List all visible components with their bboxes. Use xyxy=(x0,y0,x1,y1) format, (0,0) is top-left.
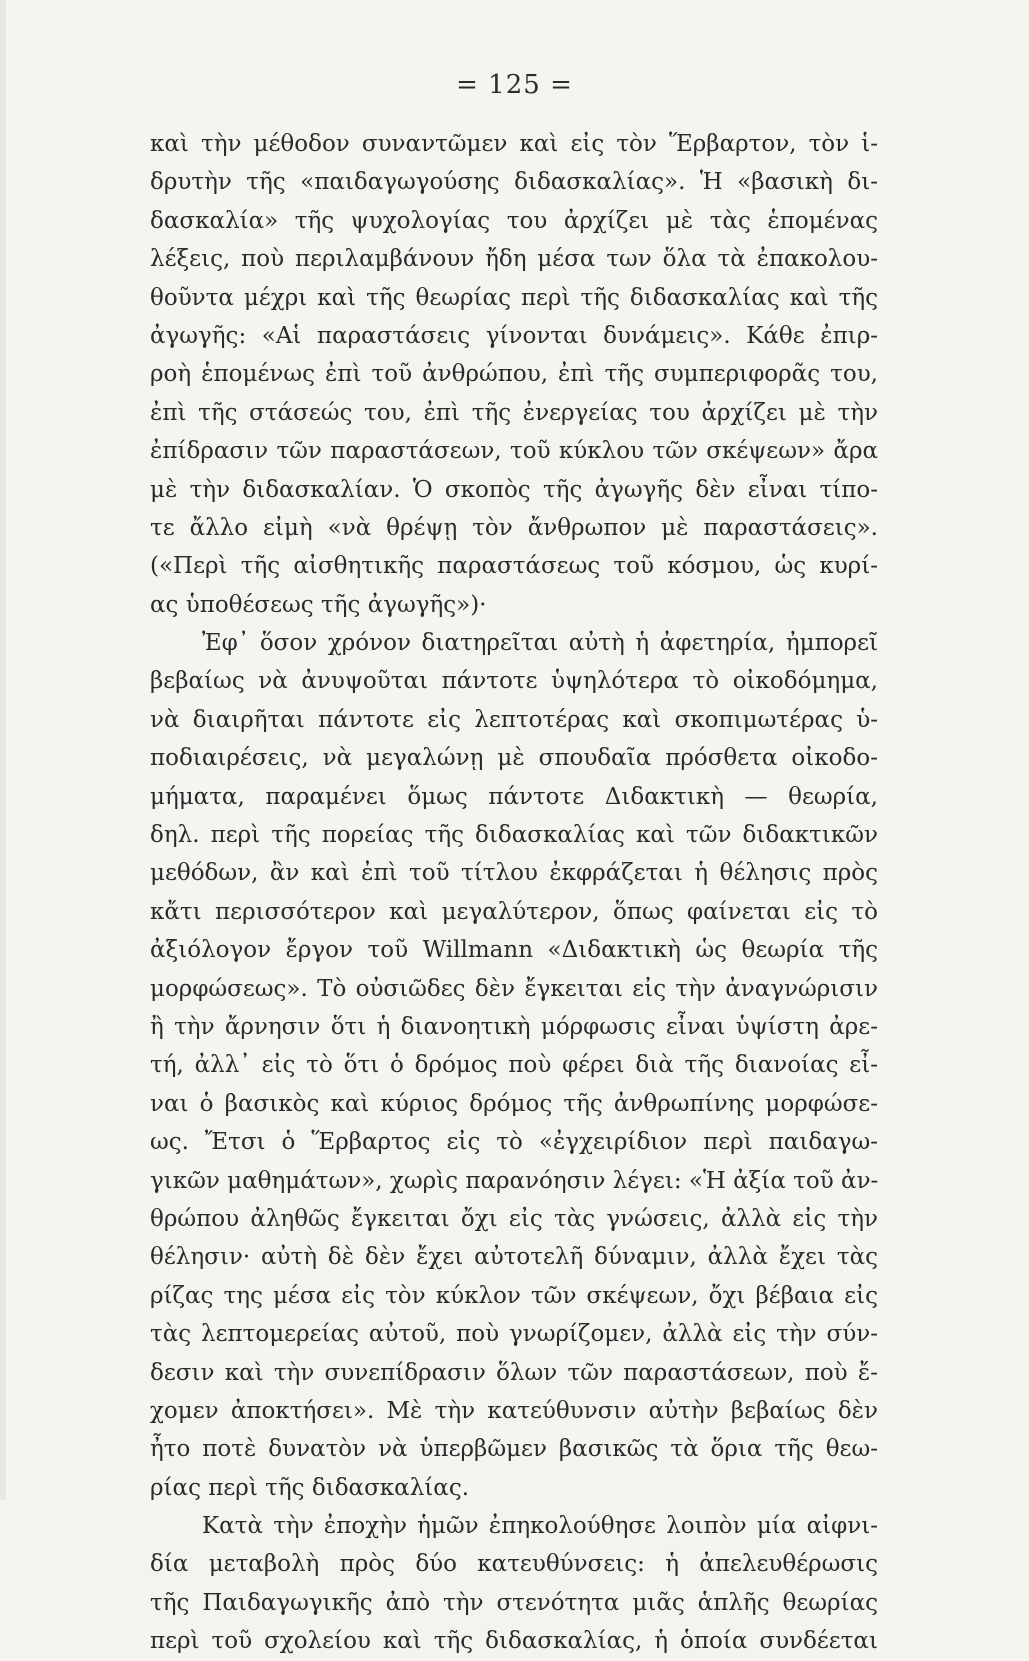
text-line: λέξεις, ποὺ περιλαμβάνουν ἤδη μέσα των ὅλα τὰ ἐπακολου- xyxy=(150,246,878,273)
text-line: δρυτὴν τῆς «παιδαγωγούσης διδασκαλίας». Ἡ «βασικὴ δι- xyxy=(150,169,878,196)
text-line: περὶ τοῦ σχολείου καὶ τῆς διδασκαλίας, ἡ ὁποία συνδέεται xyxy=(150,1628,878,1655)
text-line: καὶ τὴν μέθοδον συναντῶμεν καὶ εἰς τὸν Ἕρβαρτον, τὸν ἱ- xyxy=(150,131,878,157)
text-line: νὰ διαιρῆται πάντοτε εἰς λεπτοτέρας καὶ σκοπιμωτέρας ὑ- xyxy=(150,706,878,733)
page-edge xyxy=(0,0,6,1500)
text-line: («Περὶ τῆς αἰσθητικῆς παραστάσεως τοῦ κόσμου, ὡς κυρί- xyxy=(150,553,878,580)
text-line: ποδιαιρέσεις, νὰ μεγαλώνῃ μὲ σπουδαῖα πρόσθετα οἰκοδο- xyxy=(150,745,878,772)
text-line: κἄτι περισσότερον καὶ μεγαλύτερον, ὅπως φαίνεται εἰς τὸ xyxy=(150,898,878,925)
text-line: θοῦντα μέχρι καὶ τῆς θεωρίας περὶ τῆς διδασκαλίας καὶ τῆς xyxy=(150,284,878,311)
text-line: ἢ τὴν ἄρνησιν ὅτι ἡ διανοητικὴ μόρφωσις εἶναι ὑψίστη ἀρε- xyxy=(150,1013,878,1040)
page-number: = 125 = xyxy=(456,70,573,100)
text-line: τὰς λεπτομερείας αὐτοῦ, ποὺ γνωρίζομεν, ἀλλὰ εἰς τὴν σύν- xyxy=(150,1321,878,1348)
text-line: ἐπίδρασιν τῶν παραστάσεων, τοῦ κύκλου τῶν σκέψεων» ἄρα xyxy=(150,438,878,465)
text-line: μεθόδων, ἂν καὶ ἐπὶ τοῦ τίτλου ἐκφράζεται ἡ θέλησις πρὸς xyxy=(150,860,878,887)
text-line: ἐπὶ τῆς στάσεώς του, ἐπὶ τῆς ἐνεργείας του ἀρχίζει μὲ τὴν xyxy=(150,399,878,426)
text-line: ρίζας της μέσα εἰς τὸν κύκλον τῶν σκέψεων, ὄχι βέβαια εἰς xyxy=(150,1282,878,1309)
text-line: ρίας περὶ τῆς διδασκαλίας. xyxy=(150,1474,470,1501)
body-text xyxy=(150,125,878,1661)
text-line: τε ἄλλο εἰμὴ «νὰ θρέψῃ τὸν ἄνθρωπον μὲ παραστάσεις». xyxy=(150,514,878,541)
text-line: Κατὰ τὴν ἐποχὴν ἡμῶν ἐπηκολούθησε λοιπὸν μία αἰφνι- xyxy=(202,1513,878,1540)
text-line: ἦτο ποτὲ δυνατὸν νὰ ὑπερβῶμεν βασικῶς τὰ ὅρια τῆς θεω- xyxy=(150,1436,878,1463)
text-line: μήματα, παραμένει ὅμως πάντοτε Διδακτικὴ — θεωρία, xyxy=(150,783,878,810)
text-line: βεβαίως νὰ ἀνυψοῦται πάντοτε ὑψηλότερα τὸ οἰκοδόμημα, xyxy=(150,668,878,695)
text-line: ἀξιόλογον ἔργον τοῦ Willmann «Διδακτικὴ ὡς θεωρία τῆς xyxy=(150,937,878,964)
text-line: δηλ. περὶ τῆς πορείας τῆς διδασκαλίας καὶ τῶν διδακτικῶν xyxy=(150,822,878,849)
text-line: δεσιν καὶ τὴν συνεπίδρασιν ὅλων τῶν παραστάσεων, ποὺ ἔ- xyxy=(150,1359,878,1386)
text-line: Ἐφ᾽ ὅσον χρόνον διατηρεῖται αὐτὴ ἡ ἀφετηρία, ἠμπορεῖ xyxy=(202,630,878,657)
text-line: γικῶν μαθημάτων», χωρὶς παρανόησιν λέγει: «Ἡ ἀξία τοῦ ἀν- xyxy=(150,1167,879,1194)
text-line: ως. Ἔτσι ὁ Ἕρβαρτος εἰς τὸ «ἐγχειρίδιον περὶ παιδαγω- xyxy=(150,1129,878,1156)
text-line: ροὴ ἑπομένως ἐπὶ τοῦ ἀνθρώπου, ἐπὶ τῆς συμπεριφορᾶς του, xyxy=(150,361,878,388)
text-line: θέλησιν· αὐτὴ δὲ δὲν ἔχει αὐτοτελῆ δύναμιν, ἀλλὰ ἔχει τὰς xyxy=(150,1244,878,1271)
text-line: χομεν ἀποκτήσει». Μὲ τὴν κατεύθυνσιν αὐτὴν βεβαίως δὲν xyxy=(150,1397,878,1424)
text-line: ας ὑποθέσεως τῆς ἀγωγῆς»)· xyxy=(150,591,487,618)
text-line: δασκαλία» τῆς ψυχολογίας του ἀρχίζει μὲ τὰς ἑπομένας xyxy=(150,207,878,234)
text-line: ἀγωγῆς: «Αἱ παραστάσεις γίνονται δυνάμεις». Κάθε ἐπιρ- xyxy=(150,322,878,349)
text-line: ναι ὁ βασικὸς καὶ κύριος δρόμος τῆς ἀνθρωπίνης μορφώσε- xyxy=(150,1090,878,1117)
text-line: τῆς Παιδαγωγικῆς ἀπὸ τὴν στενότητα μιᾶς ἁπλῆς θεωρίας xyxy=(150,1589,878,1616)
text-line: τή, ἀλλ᾽ εἰς τὸ ὅτι ὁ δρόμος ποὺ φέρει διὰ τῆς διανοίας εἶ- xyxy=(150,1052,878,1079)
text-line: μὲ τὴν διδασκαλίαν. Ὁ σκοπὸς τῆς ἀγωγῆς δὲν εἶναι τίπο- xyxy=(150,476,878,503)
text-line: θρώπου ἀληθῶς ἔγκειται ὄχι εἰς τὰς γνώσεις, ἀλλὰ εἰς τὴν xyxy=(150,1205,878,1232)
text-line: μορφώσεως». Τὸ οὐσιῶδες δὲν ἔγκειται εἰς τὴν ἀναγνώρισιν xyxy=(150,975,878,1002)
text-line: δία μεταβολὴ πρὸς δύο κατευθύνσεις: ἡ ἀπελευθέρωσις xyxy=(150,1551,878,1578)
